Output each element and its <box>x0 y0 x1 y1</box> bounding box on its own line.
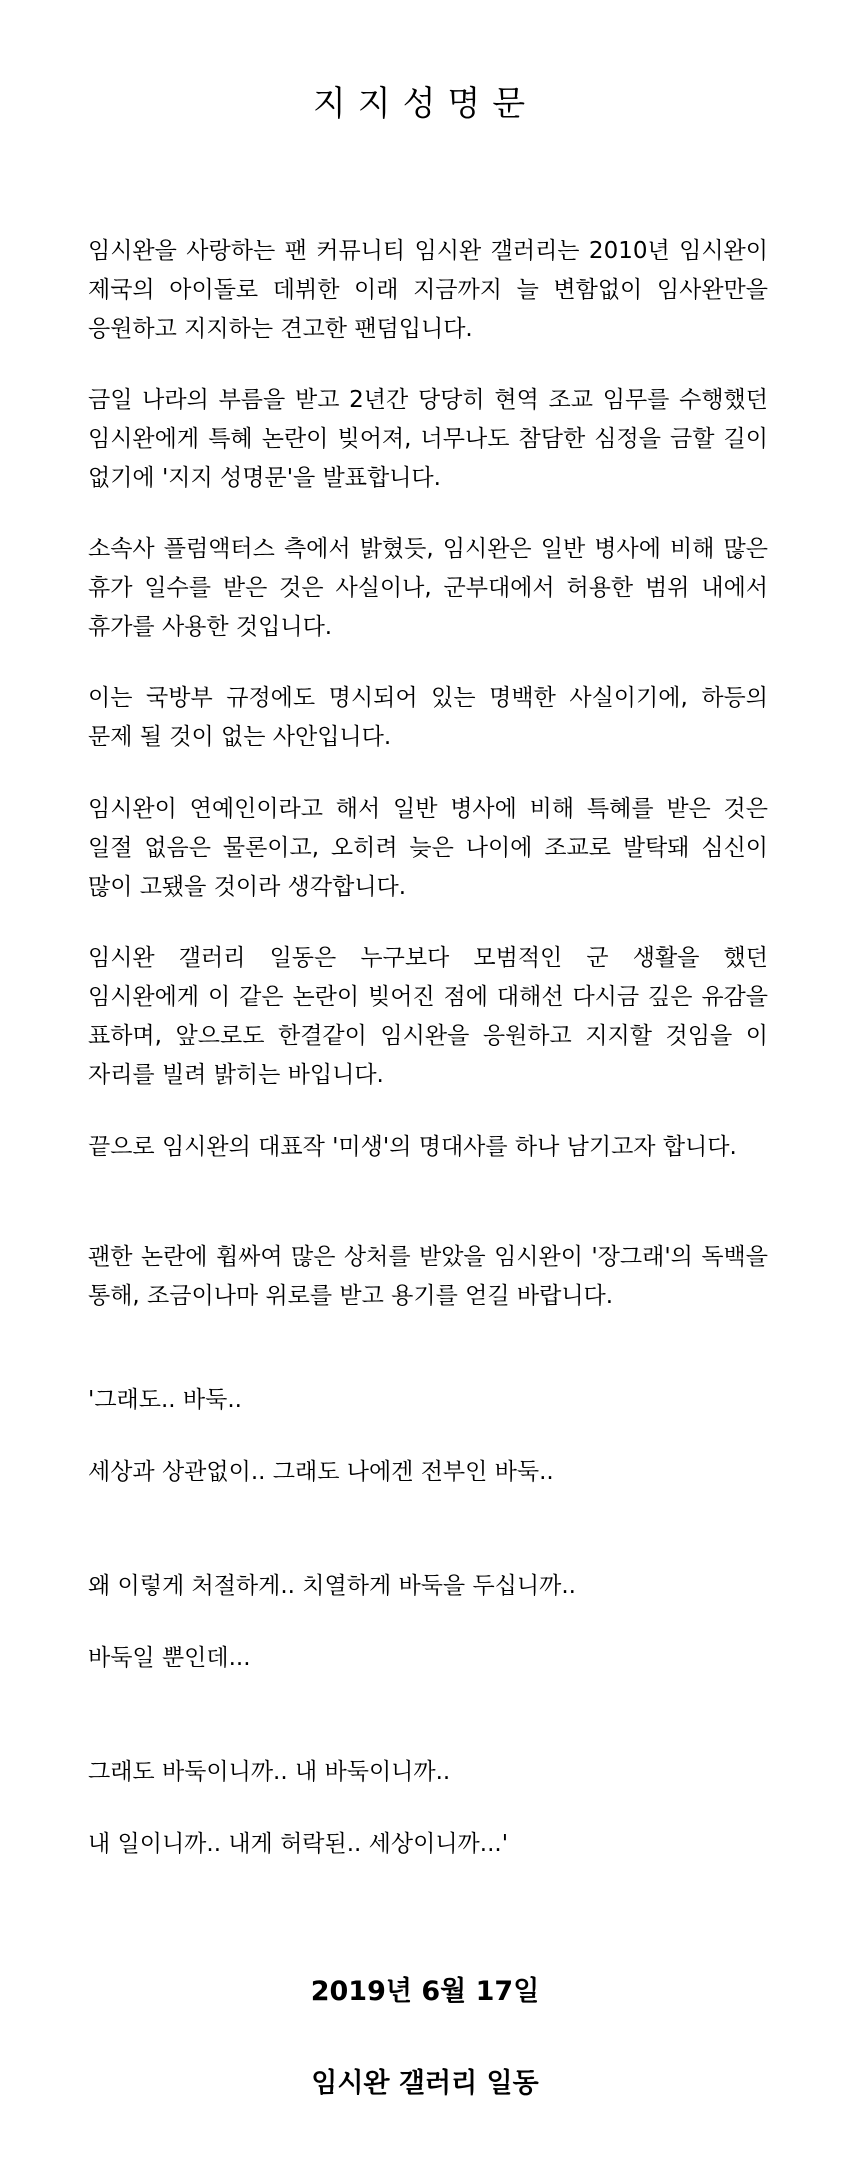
paragraph-regulation: 이는 국방부 규정에도 명시되어 있는 명백한 사실이기에, 하등의 문제 될 것이 없는 사안입니다. <box>88 685 768 750</box>
paragraph-quote-intro: 끝으로 임시완의 대표작 '미생'의 명대사를 하나 남기고자 합니다. <box>88 1134 737 1160</box>
quote-line: 내 일이니까.. 내게 허락된.. 세상이니까...' <box>88 1831 509 1857</box>
paragraph-agency-statement: 소속사 플럼액터스 측에서 밝혔듯, 임시완은 일반 병사에 비해 많은 휴가 일수를 받은 것은 사실이나, 군부대에서 허용한 범위 내에서 휴가를 사용한 것입니다. <box>88 536 768 640</box>
quote-line: 바둑일 뿐인데... <box>88 1645 251 1671</box>
quote-line: 왜 이렇게 처절하게.. 치열하게 바둑을 두십니까.. <box>88 1573 576 1599</box>
paragraph-no-privilege: 임시완이 연예인이라고 해서 일반 병사에 비해 특혜를 받은 것은 일절 없음은 물론이고, 오히려 늦은 나이에 조교로 발탁돼 심신이 많이 고됐을 것이라 생각합니다. <box>88 796 768 900</box>
document-title: 지지성명문 <box>312 84 538 124</box>
paragraph-encouragement: 괜한 논란에 휩싸여 많은 상처를 받았을 임시완이 '장그래'의 독백을 통해, 조금이나마 위로를 받고 용기를 얻길 바랍니다. <box>88 1244 768 1309</box>
statement-signature: 임시완 갤러리 일동 <box>311 2068 539 2099</box>
paragraph-announcement: 금일 나라의 부름을 받고 2년간 당당히 현역 조교 임무를 수행했던 임시완에게 특혜 논란이 빚어져, 너무나도 참담한 심정을 금할 길이 없기에 '지지 성명문'을 발표합니다. <box>88 387 768 491</box>
paragraph-intro: 임시완을 사랑하는 팬 커뮤니티 임시완 갤러리는 2010년 임시완이 제국의 아이돌로 데뷔한 이래 지금까지 늘 변함없이 임사완만을 응원하고 지지하는 견고한 팬덤입니다. <box>88 238 768 342</box>
statement-date: 2019년 6월 17일 <box>310 1976 540 2007</box>
quote-line: 그래도 바둑이니까.. 내 바둑이니까.. <box>88 1759 451 1785</box>
paragraph-support: 임시완 갤러리 일동은 누구보다 모범적인 군 생활을 했던 임시완에게 이 같은 논란이 빚어진 점에 대해선 다시금 깊은 유감을 표하며, 앞으로도 한결같이 임시완을 응원하고 지지할 것임을 이 자리를 빌려 밝히는 바입니다. <box>88 945 768 1088</box>
quote-line: '그래도.. 바둑.. <box>88 1387 242 1413</box>
quote-line: 세상과 상관없이.. 그래도 나에겐 전부인 바둑.. <box>88 1459 554 1485</box>
